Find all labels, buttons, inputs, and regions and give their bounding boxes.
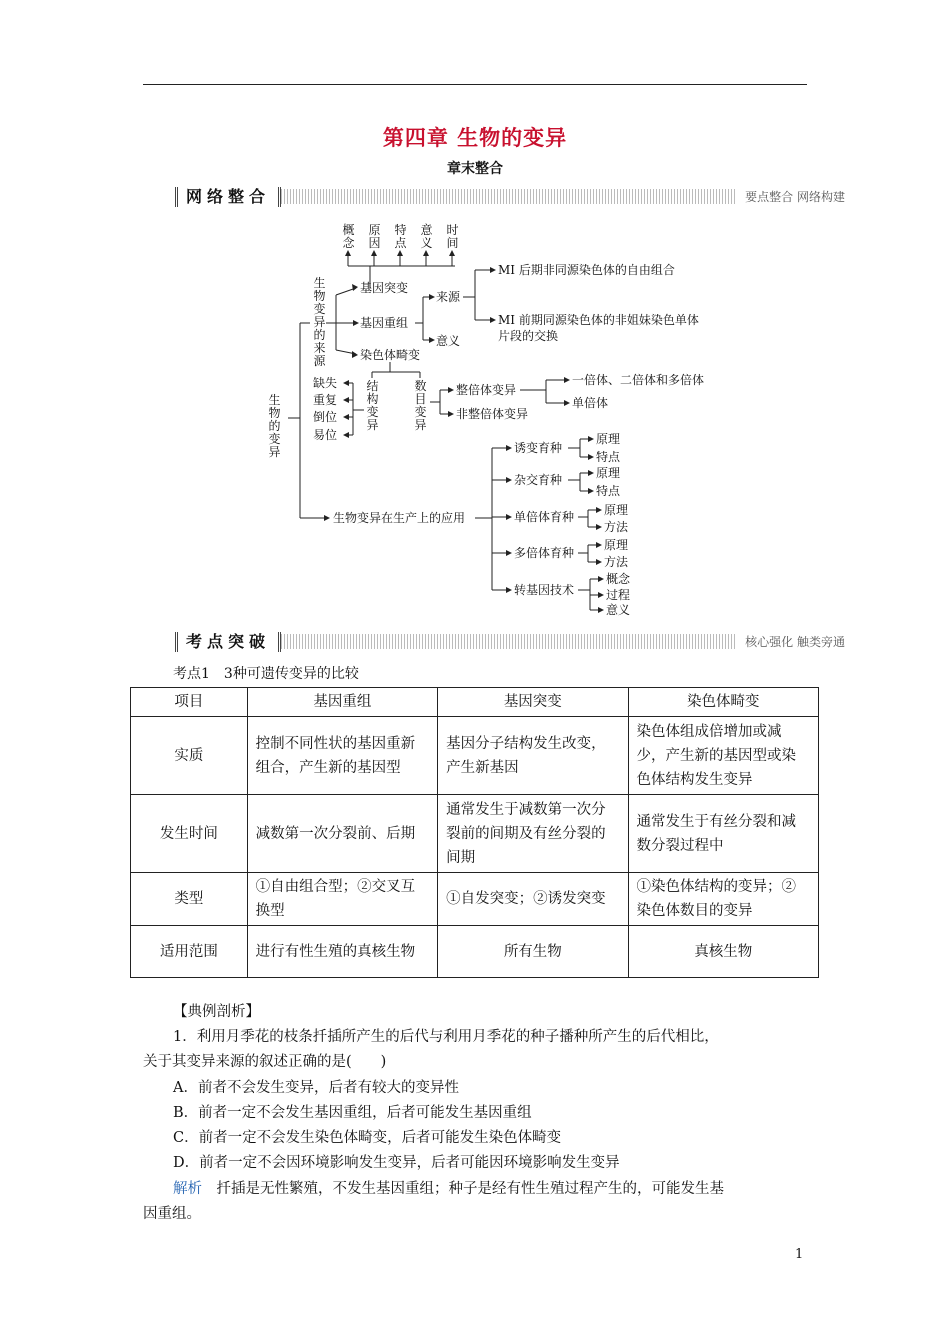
table-row xyxy=(131,795,819,873)
node-chromosome: 染色体畸变 xyxy=(360,348,421,362)
breeding-node: 诱变育种 xyxy=(514,441,563,455)
concept-item: 概念 xyxy=(342,223,355,250)
node-mutation: 基因突变 xyxy=(360,281,409,295)
analysis-label: 解析 xyxy=(173,1181,202,1197)
table-row xyxy=(131,717,819,795)
banner-tag: 网络整合 xyxy=(175,187,281,207)
table-cell: 发生时间 xyxy=(131,795,248,873)
source-item: MI 前期同源染色体的非姐妹染色单体 xyxy=(498,313,699,327)
question-line: 1．利用月季花的枝条扦插所产生的后代与利用月季花的种子播种所产生的后代相比， xyxy=(173,1029,719,1045)
breeding-node: 转基因技术 xyxy=(514,583,575,597)
table-cell: ①自发突变；②诱发突变 xyxy=(438,873,628,926)
example-heading: 【典例剖析】 xyxy=(173,1004,260,1020)
node-source: 来源 xyxy=(436,290,461,304)
table-cell: 适用范围 xyxy=(131,926,248,978)
kaodian-title: 考点1 3种可遗传变异的比较 xyxy=(173,666,359,682)
node-structural: 结构变异 xyxy=(366,379,379,432)
chapter-title: 第四章 生物的变异 xyxy=(382,125,568,150)
table-cell: 通常发生于减数第一次分裂前的间期及有丝分裂的间期 xyxy=(438,795,628,873)
table-cell: 基因分子结构发生改变，产生新基因 xyxy=(438,717,628,795)
concept-item: 时间 xyxy=(446,223,459,250)
structural-type: 易位 xyxy=(313,428,338,442)
node-application: 生物变异在生产上的应用 xyxy=(333,511,466,525)
banner-side-text: 要点整合 网络构建 xyxy=(745,190,845,204)
page-number: 1 xyxy=(795,1247,804,1262)
breeding-node: 多倍体育种 xyxy=(514,546,575,560)
table-cell: 类型 xyxy=(131,873,248,926)
breeding-leaf: 特点 xyxy=(596,450,621,464)
option-a: A．前者不会发生变异，后者有较大的变异性 xyxy=(173,1080,459,1096)
structural-type: 缺失 xyxy=(313,376,338,390)
table-header: 项目 xyxy=(131,688,248,717)
node-aneuploid: 非整倍体变异 xyxy=(456,407,529,421)
structural-type: 重复 xyxy=(313,393,338,407)
source-branch-label: 生物变异的来源 xyxy=(313,276,326,368)
banner-side-text: 核心强化 触类旁通 xyxy=(745,635,845,649)
breeding-leaf: 过程 xyxy=(606,588,631,602)
option-b: B．前者一定不会发生基因重组，后者可能发生基因重组 xyxy=(173,1105,532,1121)
breeding-leaf: 特点 xyxy=(596,484,621,498)
table-header: 染色体畸变 xyxy=(628,688,818,717)
table-cell: 实质 xyxy=(131,717,248,795)
concept-item: 原因 xyxy=(368,223,381,250)
source-item-cont: 片段的交换 xyxy=(498,329,559,343)
table-cell: 控制不同性状的基因重新组合，产生新的基因型 xyxy=(247,717,437,795)
table-cell: ①染色体结构的变异；②染色体数目的变异 xyxy=(628,873,818,926)
table-cell: 进行有性生殖的真核生物 xyxy=(247,926,437,978)
node-euploid: 整倍体变异 xyxy=(456,383,517,397)
question-line: 关于其变异来源的叙述正确的是( ) xyxy=(143,1054,387,1070)
table-header: 基因重组 xyxy=(247,688,437,717)
analysis-line: 因重组。 xyxy=(143,1206,201,1222)
table-header: 基因突变 xyxy=(438,688,628,717)
node-numerical: 数目变异 xyxy=(414,379,427,432)
breeding-leaf: 方法 xyxy=(604,555,629,569)
table-row xyxy=(131,926,819,978)
breeding-leaf: 原理 xyxy=(596,466,621,480)
root-label: 生物的变异 xyxy=(268,393,281,459)
concept-map-lines xyxy=(0,0,950,630)
banner-kaodian xyxy=(175,632,845,652)
analysis-text: 扦插是无性繁殖，不发生基因重组；种子是经有性生殖过程产生的，可能发生基 xyxy=(202,1181,724,1197)
node-recombination: 基因重组 xyxy=(360,316,409,330)
banner-tag: 考点突破 xyxy=(175,632,281,652)
table-row xyxy=(131,873,819,926)
option-d: D．前者一定不会因环境影响发生变异，后者可能因环境影响发生变异 xyxy=(173,1155,620,1171)
structural-type: 倒位 xyxy=(313,410,338,424)
table-cell: 真核生物 xyxy=(628,926,818,978)
section-subtitle: 章末整合 xyxy=(447,161,503,177)
euploid-item: 一倍体、二倍体和多倍体 xyxy=(572,373,705,387)
breeding-leaf: 原理 xyxy=(604,538,629,552)
concept-map xyxy=(0,0,950,630)
option-c: C．前者一定不会发生染色体畸变，后者可能发生染色体畸变 xyxy=(173,1130,562,1146)
breeding-leaf: 概念 xyxy=(606,572,631,586)
table-cell: 减数第一次分裂前、后期 xyxy=(247,795,437,873)
concept-item: 意义 xyxy=(420,223,433,250)
table-header-row xyxy=(131,688,819,717)
breeding-node: 单倍体育种 xyxy=(514,510,575,524)
concept-item: 特点 xyxy=(394,223,407,250)
table-cell: ①自由组合型；②交叉互换型 xyxy=(247,873,437,926)
euploid-item: 单倍体 xyxy=(572,396,609,410)
analysis-line xyxy=(173,1177,724,1201)
source-item: MI 后期非同源染色体的自由组合 xyxy=(498,263,675,277)
banner-hatch xyxy=(281,634,735,649)
breeding-leaf: 方法 xyxy=(604,520,629,534)
breeding-leaf: 意义 xyxy=(606,603,631,617)
breeding-node: 杂交育种 xyxy=(514,473,563,487)
breeding-leaf: 原理 xyxy=(596,432,621,446)
table-cell: 通常发生于有丝分裂和减数分裂过程中 xyxy=(628,795,818,873)
table-cell: 染色体组成倍增加或减少，产生新的基因型或染色体结构发生变异 xyxy=(628,717,818,795)
comparison-table xyxy=(130,687,819,978)
breeding-leaf: 原理 xyxy=(604,503,629,517)
node-significance: 意义 xyxy=(436,334,461,348)
table-cell: 所有生物 xyxy=(438,926,628,978)
